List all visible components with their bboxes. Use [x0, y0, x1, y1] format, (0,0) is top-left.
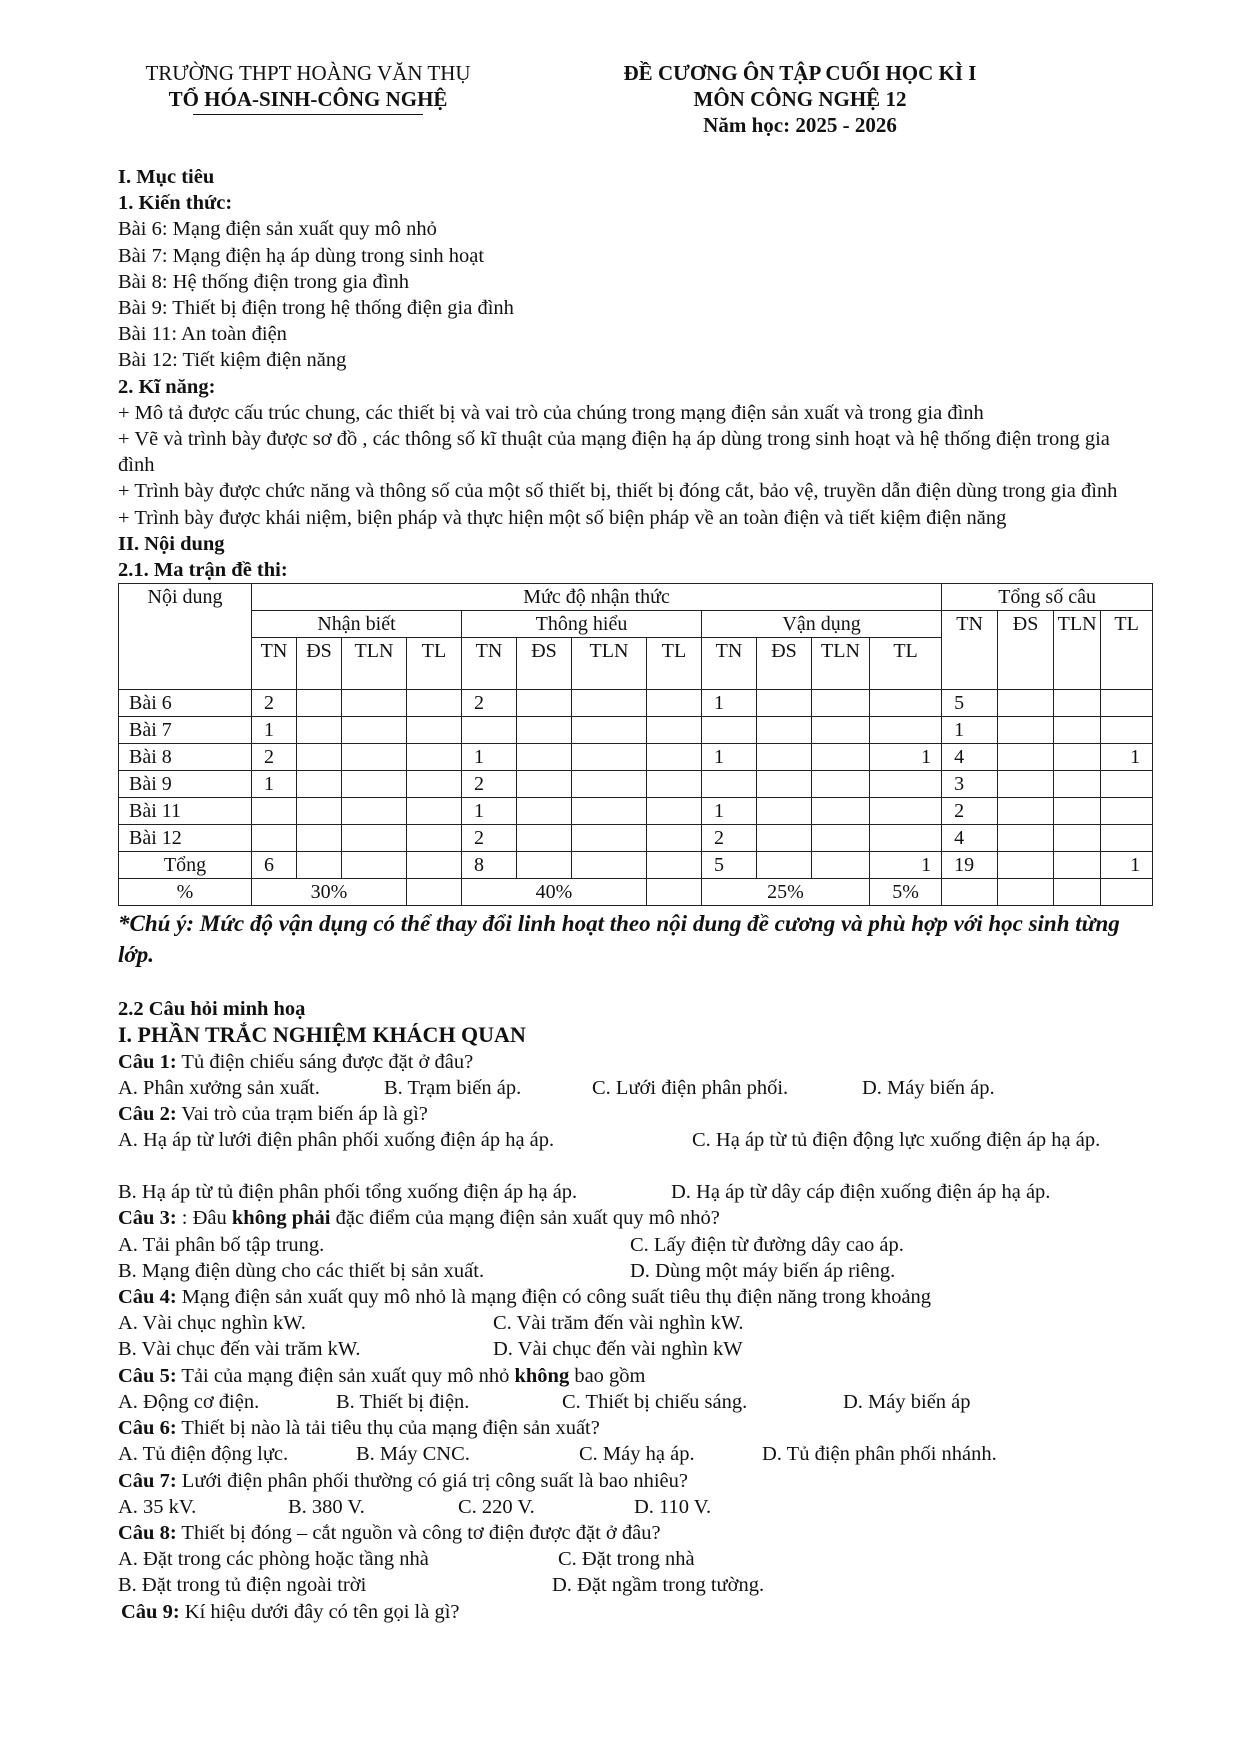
matrix-percent-apply-tl: 5% — [870, 879, 942, 906]
matrix-cell — [407, 690, 462, 717]
matrix-cell — [1054, 852, 1101, 879]
matrix-cell — [1101, 798, 1153, 825]
matrix-cell — [647, 798, 702, 825]
matrix-cell — [870, 771, 942, 798]
matrix-row — [119, 771, 1153, 798]
matrix-row-label: Tổng — [119, 852, 252, 879]
question-label: Câu 6: — [118, 1417, 177, 1440]
knowledge-heading: 1. Kiến thức: — [118, 192, 233, 215]
matrix-cell — [647, 717, 702, 744]
skills-heading: 2. Kĩ năng: — [118, 375, 216, 398]
option-c: C. Máy hạ áp. — [579, 1443, 695, 1466]
matrix-cell: 3 — [942, 771, 998, 798]
exam-matrix-table — [118, 583, 1153, 906]
question-label: Câu 9: — [121, 1600, 180, 1623]
question-text: Thiết bị nào là tải tiêu thụ của mạng điện sản xuất? — [176, 1417, 600, 1440]
question-text: : Đâu — [176, 1207, 232, 1230]
matrix-cell — [647, 879, 702, 906]
matrix-cell: 2 — [942, 798, 998, 825]
matrix-cell — [297, 825, 342, 852]
document-title-block — [560, 60, 1040, 138]
matrix-cell — [517, 690, 572, 717]
matrix-cell — [812, 744, 870, 771]
matrix-cell: 1 — [870, 852, 942, 879]
matrix-cell: 19 — [942, 852, 998, 879]
matrix-cell: 1 — [1101, 852, 1153, 879]
matrix-cell — [757, 798, 812, 825]
matrix-cell — [342, 798, 407, 825]
header-underline — [193, 114, 423, 115]
option-b: B. Mạng điện dùng cho các thiết bị sản xuất. — [118, 1259, 485, 1282]
question-3-options-row1 — [118, 1232, 1138, 1258]
matrix-row — [119, 717, 1153, 744]
skill-item: + Mô tả được cấu trúc chung, các thiết bị và vai trò của chúng trong mạng điện sản xuất và trong gia đình — [118, 401, 984, 424]
matrix-header-total-ds: ĐS — [998, 611, 1054, 690]
matrix-cell — [757, 717, 812, 744]
matrix-cell — [998, 717, 1054, 744]
matrix-cell — [572, 798, 647, 825]
question-2-options-row1 — [118, 1127, 1138, 1179]
question-text: đặc điểm của mạng điện sản xuất quy mô nhỏ? — [330, 1207, 720, 1230]
option-c: C. Lưới điện phân phối. — [592, 1076, 789, 1099]
matrix-cell — [517, 825, 572, 852]
matrix-sub-header: TL — [407, 638, 462, 690]
option-d: D. Máy biến áp — [843, 1390, 971, 1413]
matrix-header-total-tln: TLN — [1054, 611, 1101, 690]
matrix-cell — [870, 717, 942, 744]
option-b: B. Thiết bị điện. — [336, 1390, 470, 1413]
matrix-cell — [517, 852, 572, 879]
matrix-cell — [342, 717, 407, 744]
matrix-cell — [1054, 717, 1101, 744]
matrix-cell — [1101, 825, 1153, 852]
matrix-cell — [647, 771, 702, 798]
matrix-body — [119, 690, 1153, 879]
matrix-cell — [342, 690, 407, 717]
matrix-cell: 2 — [702, 825, 757, 852]
question-5-options — [118, 1389, 1138, 1415]
option-a: A. 35 kV. — [118, 1495, 197, 1518]
lesson-item: Bài 7: Mạng điện hạ áp dùng trong sinh hoạt — [118, 244, 485, 267]
matrix-cell — [1054, 825, 1101, 852]
matrix-cell — [1054, 879, 1101, 906]
matrix-cell — [998, 798, 1054, 825]
matrix-cell — [1101, 771, 1153, 798]
matrix-cell — [297, 771, 342, 798]
lesson-item: Bài 8: Hệ thống điện trong gia đình — [118, 270, 409, 293]
question-6 — [118, 1415, 1138, 1441]
matrix-sub-header: ĐS — [517, 638, 572, 690]
matrix-cell — [407, 717, 462, 744]
matrix-cell — [1101, 690, 1153, 717]
matrix-cell — [757, 852, 812, 879]
question-text: bao gồm — [569, 1364, 646, 1387]
matrix-cell — [342, 852, 407, 879]
matrix-cell — [702, 771, 757, 798]
matrix-cell — [297, 852, 342, 879]
option-d: D. Vài chục đến vài nghìn kW — [493, 1338, 743, 1361]
option-b: B. Máy CNC. — [356, 1443, 470, 1466]
matrix-cell — [647, 825, 702, 852]
matrix-cell — [297, 744, 342, 771]
school-header — [108, 60, 508, 115]
matrix-cell: 2 — [252, 744, 297, 771]
content-heading: II. Nội dung — [118, 532, 225, 555]
matrix-row-label: Bài 11 — [119, 798, 252, 825]
question-text: Tải của mạng điện sản xuất quy mô nhỏ — [176, 1364, 515, 1387]
document-body — [118, 164, 1141, 1625]
note-text: Mức độ vận dụng có thể thay đổi linh hoạt theo nội dung đề cương và phù hợp với học sinh từng lớp. — [118, 911, 1120, 968]
lesson-item: Bài 6: Mạng điện sản xuất quy mô nhỏ — [118, 218, 437, 241]
matrix-cell — [998, 825, 1054, 852]
matrix-cell — [1054, 798, 1101, 825]
matrix-sub-header: TLN — [812, 638, 870, 690]
document-title: ĐỀ CƯƠNG ÔN TẬP CUỐI HỌC KÌ I — [623, 61, 977, 85]
matrix-cell — [297, 690, 342, 717]
question-9 — [118, 1599, 1138, 1625]
question-2 — [118, 1101, 1138, 1127]
matrix-row-label: Bài 8 — [119, 744, 252, 771]
option-c: C. 220 V. — [458, 1495, 535, 1518]
option-d: D. Đặt ngầm trong tường. — [552, 1574, 765, 1597]
question-text: Vai trò của trạm biến áp là gì? — [176, 1103, 428, 1126]
matrix-cell — [757, 771, 812, 798]
matrix-cell — [870, 690, 942, 717]
matrix-cell: 6 — [252, 852, 297, 879]
option-d: D. Dùng một máy biến áp riêng. — [630, 1259, 896, 1282]
matrix-header-level: Mức độ nhận thức — [252, 584, 942, 611]
skill-item: + Trình bày được chức năng và thông số của một số thiết bị, thiết bị đóng cắt, bảo vệ, truyền dẫn điện dùng trong gia đình — [118, 480, 1118, 503]
lesson-item: Bài 9: Thiết bị điện trong hệ thống điện gia đình — [118, 297, 514, 320]
option-a: A. Tải phân bố tập trung. — [118, 1233, 325, 1256]
option-d: D. Máy biến áp. — [862, 1076, 995, 1099]
matrix-cell — [407, 744, 462, 771]
matrix-cell — [647, 744, 702, 771]
matrix-row — [119, 690, 1153, 717]
lesson-item: Bài 11: An toàn điện — [118, 323, 287, 346]
matrix-cell — [942, 879, 998, 906]
question-text: Mạng điện sản xuất quy mô nhỏ là mạng điện có công suất tiêu thụ điện năng trong khoảng — [176, 1286, 932, 1309]
option-c: C. Lấy điện từ đường dây cao áp. — [630, 1233, 904, 1256]
question-emphasis: không phải — [231, 1207, 331, 1230]
matrix-cell: 1 — [702, 744, 757, 771]
option-a: A. Đặt trong các phòng hoặc tầng nhà — [118, 1548, 429, 1571]
matrix-row-label: Bài 9 — [119, 771, 252, 798]
matrix-cell — [407, 798, 462, 825]
question-5 — [118, 1363, 1138, 1389]
option-c: C. Đặt trong nhà — [558, 1548, 695, 1571]
matrix-cell — [812, 825, 870, 852]
matrix-sub-header: TN — [462, 638, 517, 690]
matrix-cell: 1 — [870, 744, 942, 771]
matrix-cell: 1 — [252, 717, 297, 744]
matrix-cell: 4 — [942, 825, 998, 852]
option-d: D. Hạ áp từ dây cáp điện xuống điện áp hạ áp. — [671, 1181, 1051, 1204]
matrix-sub-header: TLN — [342, 638, 407, 690]
matrix-header-content: Nội dung — [119, 584, 252, 690]
matrix-percent-row — [119, 879, 1153, 906]
matrix-cell — [297, 798, 342, 825]
question-3 — [118, 1205, 1138, 1231]
matrix-cell — [757, 825, 812, 852]
matrix-cell — [517, 744, 572, 771]
option-a: A. Tủ điện động lực. — [118, 1443, 289, 1466]
matrix-row-label: Bài 7 — [119, 717, 252, 744]
option-c: C. Vài trăm đến vài nghìn kW. — [493, 1312, 744, 1335]
matrix-cell — [572, 825, 647, 852]
matrix-cell — [342, 744, 407, 771]
question-label: Câu 7: — [118, 1469, 177, 1492]
matrix-cell — [1101, 717, 1153, 744]
matrix-cell — [297, 717, 342, 744]
matrix-sub-header: TLN — [572, 638, 647, 690]
school-name: TRƯỜNG THPT HOÀNG VĂN THỤ — [145, 61, 471, 85]
matrix-cell — [812, 852, 870, 879]
matrix-cell — [812, 690, 870, 717]
question-7 — [118, 1468, 1138, 1494]
part-heading: I. PHẦN TRẮC NGHIỆM KHÁCH QUAN — [118, 1022, 526, 1048]
matrix-total-row — [119, 852, 1153, 879]
matrix-row — [119, 798, 1153, 825]
matrix-cell — [1054, 744, 1101, 771]
matrix-cell — [998, 879, 1054, 906]
option-b: B. Vài chục đến vài trăm kW. — [118, 1338, 361, 1361]
matrix-cell — [252, 798, 297, 825]
question-6-options — [118, 1441, 1138, 1467]
question-4-options-row2 — [118, 1336, 1138, 1362]
matrix-sub-header: TN — [252, 638, 297, 690]
matrix-cell: 8 — [462, 852, 517, 879]
matrix-cell — [517, 717, 572, 744]
matrix-cell — [572, 771, 647, 798]
option-c: C. Thiết bị chiếu sáng. — [562, 1390, 748, 1413]
matrix-cell: 5 — [702, 852, 757, 879]
question-2-options-row2 — [118, 1179, 1138, 1205]
matrix-header-total-tn: TN — [942, 611, 998, 690]
question-text: Lưới điện phân phối thường có giá trị công suất là bao nhiêu? — [176, 1469, 688, 1492]
question-text: Tủ điện chiếu sáng được đặt ở đâu? — [176, 1050, 474, 1073]
matrix-cell: 1 — [252, 771, 297, 798]
matrix-cell — [342, 825, 407, 852]
matrix-header-total: Tổng số câu — [942, 584, 1153, 611]
matrix-cell — [812, 798, 870, 825]
matrix-sub-header: TN — [702, 638, 757, 690]
question-3-options-row2 — [118, 1258, 1138, 1284]
question-4 — [118, 1284, 1138, 1310]
question-8 — [118, 1520, 1138, 1546]
question-label: Câu 2: — [118, 1103, 177, 1126]
matrix-cell — [812, 771, 870, 798]
matrix-cell — [1101, 879, 1153, 906]
objectives-heading: I. Mục tiêu — [118, 166, 215, 188]
question-label: Câu 5: — [118, 1364, 177, 1387]
matrix-cell — [757, 744, 812, 771]
note-prefix: *Chú ý: — [118, 911, 195, 937]
subject-name: MÔN CÔNG NGHỆ 12 — [693, 87, 907, 111]
option-a: A. Phân xưởng sản xuất. — [118, 1076, 320, 1099]
question-label: Câu 8: — [118, 1521, 177, 1544]
matrix-cell: 2 — [462, 690, 517, 717]
matrix-row-label: Bài 6 — [119, 690, 252, 717]
matrix-sub-header: TL — [870, 638, 942, 690]
question-8-options-row1 — [118, 1546, 1138, 1572]
matrix-cell: 2 — [252, 690, 297, 717]
matrix-cell — [407, 771, 462, 798]
skill-item: + Trình bày được khái niệm, biện pháp và thực hiện một số biện pháp về an toàn điện và tiết kiệm điện năng — [118, 506, 1007, 529]
matrix-header-apply: Vận dụng — [702, 611, 942, 638]
question-1-options — [118, 1075, 1138, 1101]
matrix-header-total-tl: TL — [1101, 611, 1153, 690]
matrix-sub-header: TL — [647, 638, 702, 690]
matrix-sub-header: ĐS — [297, 638, 342, 690]
matrix-cell: 1 — [702, 798, 757, 825]
matrix-row — [119, 744, 1153, 771]
matrix-header-recognize: Nhận biết — [252, 611, 462, 638]
option-d: D. Tủ điện phân phối nhánh. — [762, 1443, 997, 1466]
matrix-cell — [407, 825, 462, 852]
matrix-cell — [812, 717, 870, 744]
matrix-cell: 5 — [942, 690, 998, 717]
matrix-cell — [998, 852, 1054, 879]
question-label: Câu 4: — [118, 1286, 177, 1309]
matrix-cell: 1 — [942, 717, 998, 744]
matrix-cell — [647, 690, 702, 717]
matrix-cell — [870, 825, 942, 852]
matrix-cell — [517, 798, 572, 825]
matrix-percent-apply: 25% — [702, 879, 870, 906]
matrix-cell — [572, 744, 647, 771]
option-b: B. Hạ áp từ tủ điện phân phối tổng xuống điện áp hạ áp. — [118, 1181, 578, 1204]
matrix-cell: 2 — [462, 825, 517, 852]
matrix-cell — [252, 825, 297, 852]
matrix-cell — [572, 717, 647, 744]
matrix-cell — [462, 717, 517, 744]
question-7-options — [118, 1494, 1138, 1520]
matrix-cell: 1 — [1101, 744, 1153, 771]
matrix-cell — [1054, 771, 1101, 798]
matrix-cell — [407, 879, 462, 906]
matrix-percent-label: % — [119, 879, 252, 906]
option-b: B. Trạm biến áp. — [384, 1076, 522, 1099]
questions-heading: 2.2 Câu hỏi minh hoạ — [118, 998, 306, 1021]
lesson-item: Bài 12: Tiết kiệm điện năng — [118, 349, 347, 372]
spacer — [118, 970, 1138, 996]
matrix-cell — [517, 771, 572, 798]
matrix-row-label: Bài 12 — [119, 825, 252, 852]
matrix-note — [118, 908, 1138, 970]
department-name: TỔ HÓA-SINH-CÔNG NGHỆ — [168, 87, 448, 111]
matrix-cell — [757, 690, 812, 717]
matrix-cell — [407, 852, 462, 879]
question-text: Kí hiệu dưới đây có tên gọi là gì? — [179, 1600, 460, 1623]
option-a: A. Động cơ điện. — [118, 1390, 260, 1413]
option-b: B. 380 V. — [288, 1495, 365, 1518]
option-a: A. Vài chục nghìn kW. — [118, 1312, 306, 1335]
option-d: D. 110 V. — [634, 1495, 712, 1518]
option-c: C. Hạ áp từ tủ điện động lực xuống điện áp hạ áp. — [692, 1129, 1101, 1152]
school-year: Năm học: 2025 - 2026 — [703, 113, 897, 137]
matrix-cell — [998, 771, 1054, 798]
matrix-cell — [1054, 690, 1101, 717]
option-b: B. Đặt trong tủ điện ngoài trời — [118, 1574, 367, 1597]
matrix-heading: 2.1. Ma trận đề thi: — [118, 559, 288, 582]
question-label: Câu 3: — [118, 1207, 177, 1230]
matrix-cell: 1 — [462, 744, 517, 771]
option-a: A. Hạ áp từ lưới điện phân phối xuống điện áp hạ áp. — [118, 1129, 555, 1152]
matrix-row — [119, 825, 1153, 852]
question-8-options-row2 — [118, 1572, 1138, 1598]
matrix-cell: 1 — [702, 690, 757, 717]
matrix-cell: 4 — [942, 744, 998, 771]
question-1 — [118, 1049, 1138, 1075]
question-text: Thiết bị đóng – cắt nguồn và công tơ điện được đặt ở đâu? — [176, 1521, 661, 1544]
matrix-cell: 2 — [462, 771, 517, 798]
matrix-cell: 1 — [462, 798, 517, 825]
matrix-header-understand: Thông hiểu — [462, 611, 702, 638]
question-emphasis: không — [514, 1364, 570, 1387]
matrix-cell — [998, 744, 1054, 771]
matrix-cell — [702, 717, 757, 744]
matrix-cell — [342, 771, 407, 798]
question-4-options-row1 — [118, 1310, 1138, 1336]
matrix-cell — [572, 690, 647, 717]
matrix-cell — [572, 852, 647, 879]
matrix-cell — [870, 798, 942, 825]
matrix-percent-recognize: 30% — [252, 879, 407, 906]
matrix-sub-header: ĐS — [757, 638, 812, 690]
matrix-cell — [998, 690, 1054, 717]
matrix-cell — [647, 852, 702, 879]
question-label: Câu 1: — [118, 1050, 177, 1073]
skill-item: + Vẽ và trình bày được sơ đồ , các thông số kĩ thuật của mạng điện hạ áp dùng trong sinh hoạt và hệ thống điện trong gia đình — [118, 428, 1110, 477]
matrix-percent-understand: 40% — [462, 879, 647, 906]
